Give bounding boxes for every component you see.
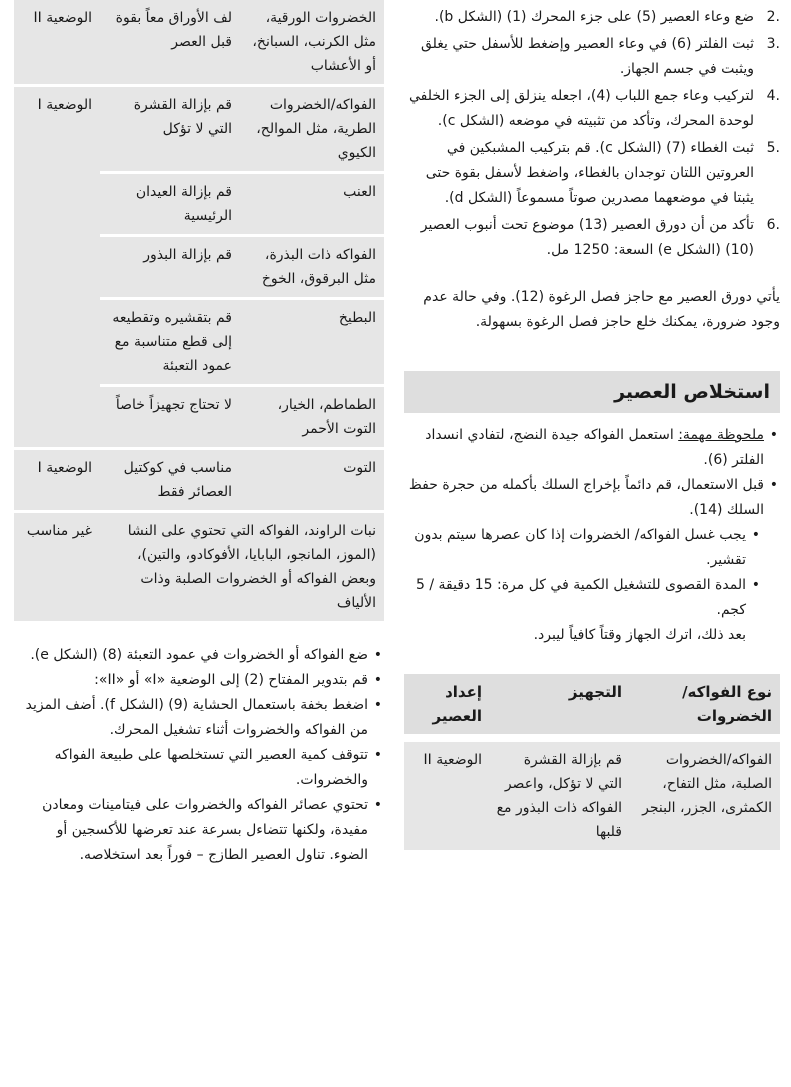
table-row-unsuitable [14,510,384,621]
assembly-steps [404,5,780,263]
list-item [404,5,780,30]
table-row [100,171,384,234]
list-item: • المدة القصوى للتشغيل الكمية في كل مرة: 15 دقيقة / 5 كجم. [404,573,780,623]
hard-produce-table [404,674,780,850]
cell-desc: نبات الراوند، الفواكه التي تحتوي على النشا (الموز، المانجو، البابايا، الأفوكادو، والتين)، وبعض الفواكه أو الخضروات الصلبة وذات الألياف [100,513,384,621]
list-item [404,84,780,134]
cell-prep: لف الأوراق معاً بقوة قبل العصر [100,0,240,84]
table-row [100,87,384,171]
cell-type: العنب [240,174,384,234]
header-type: نوع الفواكه/ الخضروات [682,683,772,725]
cell-mode: الوضعية I [14,450,100,510]
step-text: لتركيب وعاء جمع اللباب (4)، اجعله ينزلق إلى الجزء الخلفي لوحدة المحرك، وتأكد من تثبيته في موضعه (الشكل c). [408,88,754,129]
list-item: • قم بتدوير المفتاح (2) إلى الوضعية «I» أو «II»: [14,668,384,693]
bullet-icon: • [769,427,778,443]
cell-mode: غير مناسب [14,513,100,621]
list-item: • تحتوي عصائر الفواكه والخضروات على فيتامينات ومعادن مفيدة، ولكنها تتضاءل بسرعة عند تعرضها للأكسجين أو الضوء. تناول العصير الطازج – فوراً بعد استخلاصه. [14,793,384,868]
bullet-icon: • [373,747,382,763]
table-row-berries [14,447,384,510]
list-item [404,423,780,473]
note-label: ملحوظة مهمة: [678,427,764,443]
cell-prep: قم بتقشيره وتقطيعه إلى قطع متناسبة مع عمود التعبئة [100,300,240,384]
header-mode: إعداد العصير [432,683,482,725]
cooldown-note: بعد ذلك، اترك الجهاز وقتاً كافياً ليبرد. [533,627,746,643]
cell-prep: لا تحتاج تجهيزاً خاصاً [100,387,240,447]
cell-prep: قم بإزالة القشرة التي لا تؤكل، واعصر الفواكه ذات البذور مع قلبها [496,752,622,840]
list-item: • يجب غسل الفواكه/ الخضروات إذا كان عصرها سيتم بدون تقشير. [404,523,780,573]
juice-settings-table [14,0,384,621]
usage-bullets [14,643,384,868]
cell-prep: قم بإزالة العيدان الرئيسية [100,174,240,234]
step-text: ضع وعاء العصير (5) على جزء المحرك (1) (الشكل b). [434,9,754,25]
right-column [404,0,780,850]
cell-type: البطيخ [240,300,384,384]
cell-mode: الوضعية II [14,0,100,84]
cell-type: الخضروات الورقية، مثل الكرنب، السبانخ، أو الأعشاب [240,0,384,84]
cell-type: التوت [240,450,384,510]
list-item [404,136,780,211]
step-number: 5. [766,140,780,156]
list-item: • ضع الفواكه أو الخضروات في عمود التعبئة (8) (الشكل e). [14,643,384,668]
step-text: ثبت الغطاء (7) (الشكل c). قم بتركيب المشبكين في العروتين اللتان توجدان بالغطاء، واضغط لأسفل بقوة حتى يثبتا في موضعهما مصدرين صوتاً مسموعاً (الشكل d). [425,140,754,206]
group-rows [100,87,384,447]
list-item: • قبل الاستعمال، قم دائماً بإخراج السلك بأكمله من حجرة حفظ السلك (14). [404,473,780,523]
step-number: 3. [766,36,780,52]
list-item: • تتوقف كمية العصير التي تستخلصها على طبيعة الفواكه والخضروات. [14,743,384,793]
bullet-icon: • [373,672,382,688]
cell-type: الفواكه ذات البذرة، مثل البرقوق، الخوخ [240,237,384,297]
step-number: 6. [766,217,780,233]
bullet-icon: • [373,647,382,663]
step-number: 4. [766,88,780,104]
bullet-icon: • [751,577,760,593]
table-row [100,384,384,447]
table-header [404,674,780,734]
table-row [404,734,780,850]
bullet-icon: • [769,477,778,493]
cell-type: الطماطم، الخيار، التوت الأحمر [240,387,384,447]
list-item: • اضغط بخفة باستعمال الحشاية (9) (الشكل f). أضف المزيد من الفواكه والخضروات أثناء تشغيل المحرك. [14,693,384,743]
step-text: تأكد من أن دورق العصير (13) موضوع تحت أنبوب العصير (10) (الشكل e) السعة: 1250 مل. [420,217,754,258]
cell-type: الفواكه/الخضروات الطرية، مثل الموالح، الكيوي [240,87,384,171]
table-row-leafy [14,0,384,84]
bullet-icon: • [751,527,760,543]
cell-prep: قم بإزالة البذور [100,237,240,297]
bullet-icon: • [373,797,382,813]
cell-prep: مناسب في كوكتيل العصائر فقط [100,450,240,510]
cell-prep: قم بإزالة القشرة التي لا تؤكل [100,87,240,171]
table-group-soft [14,84,384,447]
cell-mode: الوضعية I [14,87,100,447]
juicing-bullets [404,423,780,623]
left-column [14,0,384,868]
list-item [404,213,780,263]
step-number: 2. [766,9,780,25]
cell-mode: الوضعية II [423,752,482,768]
list-item [404,32,780,82]
foam-separator-note: يأتي دورق العصير مع حاجز فصل الرغوة (12). وفي حالة عدم وجود ضرورة، يمكنك خلع حاجز فصل الرغوة بسهولة. [423,289,780,330]
cell-type: الفواكه/الخضروات الصلبة، مثل التفاح، الكمثرى، الجزر، البنجر [642,752,772,816]
table-row [100,234,384,297]
step-text: ثبت الفلتر (6) في وعاء العصير وإضغط للأسفل حتي يغلق ويثبت في جسم الجهاز. [420,36,754,77]
header-prep: التجهيز [568,683,622,701]
note-text: استعمل الفواكه جيدة النضج، لتفادي انسداد الفلتر (6). [425,427,764,468]
section-title: استخلاص العصير [404,371,780,413]
table-row [100,297,384,384]
bullet-icon: • [373,697,382,713]
